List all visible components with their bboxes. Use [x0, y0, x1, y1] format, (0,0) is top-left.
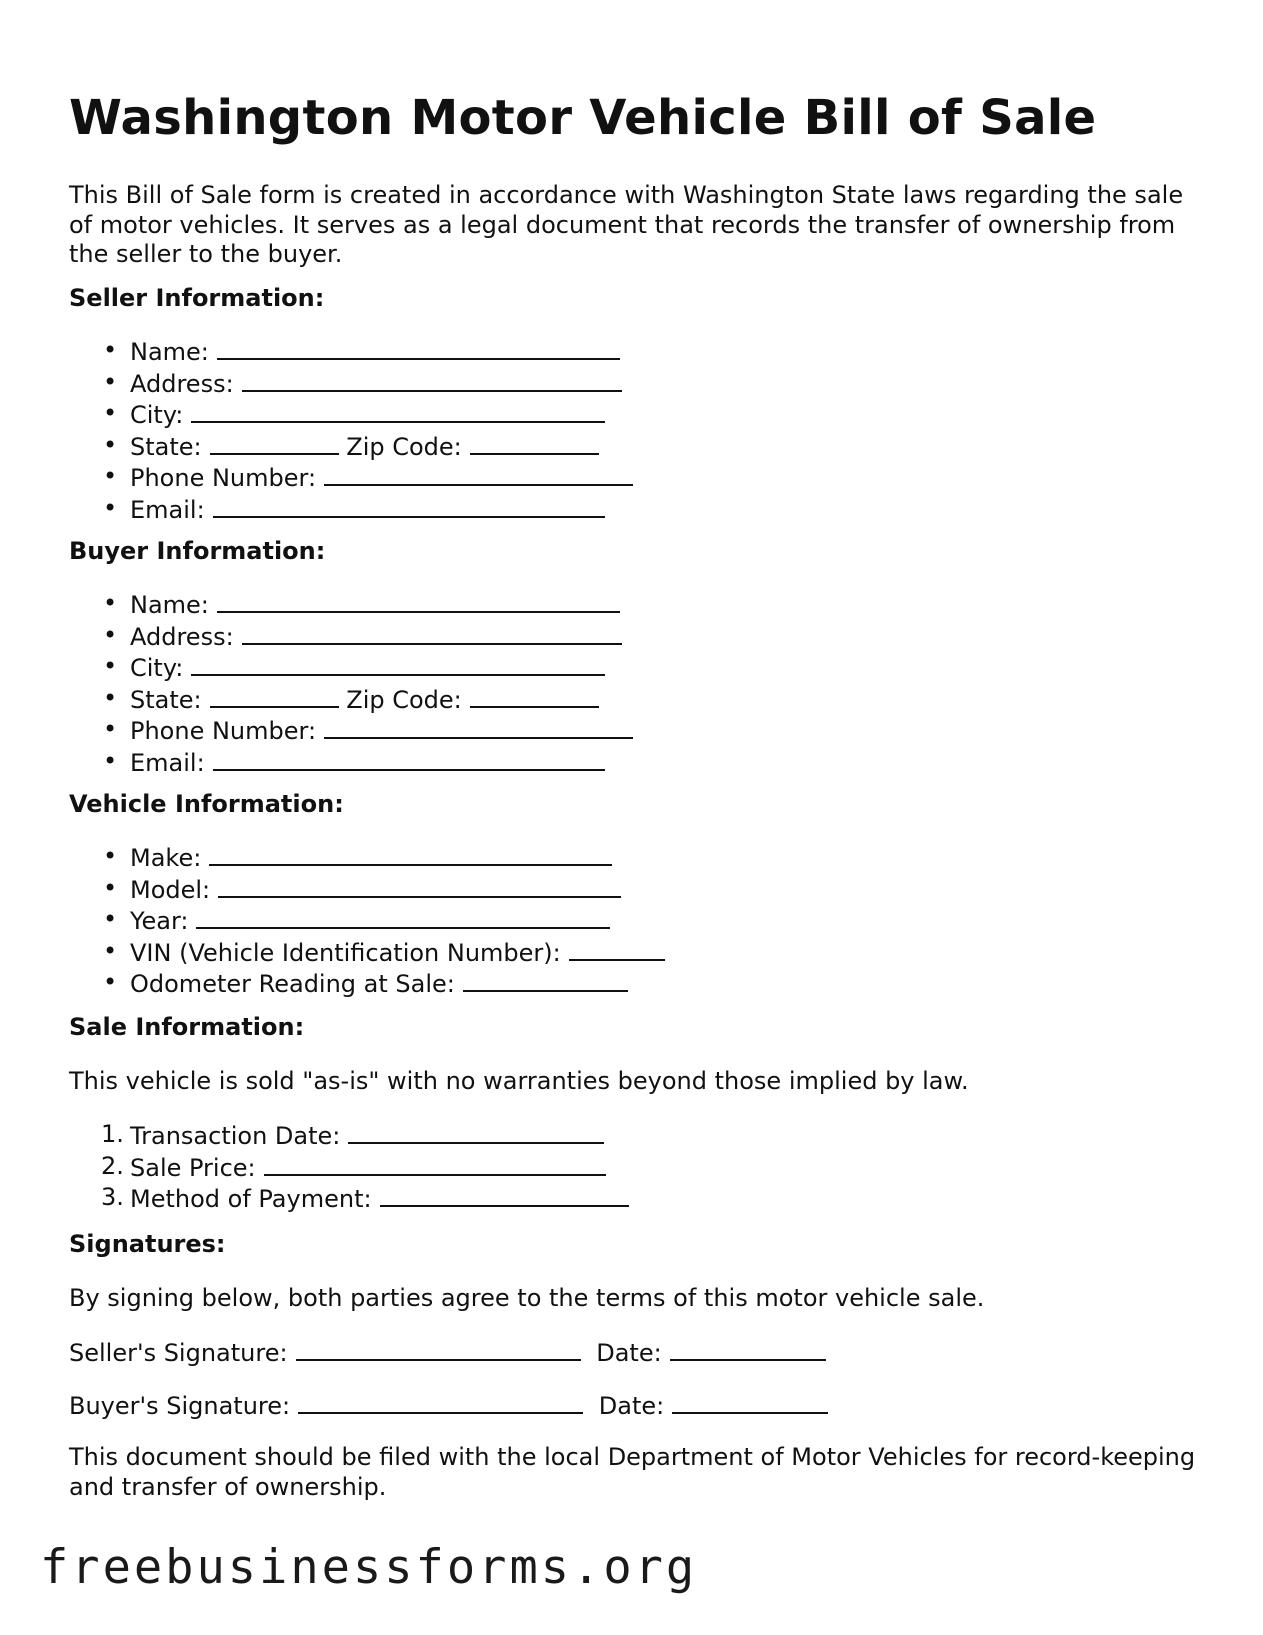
buyer-heading: Buyer Information:: [69, 537, 326, 565]
buyer-name-field: [69, 589, 633, 621]
sale-transaction-date-field: [69, 1120, 629, 1152]
seller-state-zip-field: [69, 431, 633, 463]
seller-signature-line: [69, 1337, 826, 1369]
seller-phone-input[interactable]: [324, 462, 633, 486]
buyer-city-label: City:: [130, 654, 184, 682]
vehicle-vin-label: VIN (Vehicle Identification Number):: [130, 938, 561, 967]
seller-email-input[interactable]: [213, 494, 605, 518]
vehicle-year-field: [69, 905, 665, 937]
seller-address-input[interactable]: [242, 368, 622, 392]
footer-brand-logo: freebusinessforms.org: [40, 1540, 698, 1595]
sale-price-label: Sale Price:: [130, 1153, 256, 1182]
seller-heading: Seller Information:: [69, 284, 325, 312]
seller-state-input[interactable]: [210, 431, 339, 455]
sale-item-number: 1.: [101, 1120, 124, 1148]
buyer-name-input[interactable]: [217, 589, 620, 613]
sale-payment-method-label: Method of Payment:: [130, 1185, 372, 1213]
buyer-state-input[interactable]: [210, 684, 339, 708]
seller-city-label: City:: [130, 401, 184, 429]
buyer-zip-label: Zip Code:: [346, 685, 462, 714]
seller-city-field: [69, 399, 633, 431]
closing-paragraph: This document should be filed with the local Department of Motor Vehicles for record-keeping and transfer of ownership.: [69, 1443, 1196, 1501]
seller-zip-label: Zip Code:: [346, 432, 462, 461]
intro-paragraph: This Bill of Sale form is created in accordance with Washington State laws regarding the sale of motor vehicles. It serves as a legal document that records the transfer of ownership from the seller to the buyer.: [69, 181, 1184, 268]
vehicle-make-field: [69, 842, 665, 874]
buyer-signature-input[interactable]: [298, 1390, 583, 1414]
vehicle-make-input[interactable]: [209, 842, 612, 866]
sale-payment-method-field: [69, 1183, 629, 1215]
seller-name-label: Name:: [130, 338, 209, 366]
seller-fields: [69, 336, 633, 525]
vehicle-fields: [69, 842, 665, 1000]
vehicle-year-input[interactable]: [196, 905, 610, 929]
vehicle-odometer-field: [69, 968, 665, 1000]
sale-as-is-paragraph: This vehicle is sold "as-is" with no warranties beyond those implied by law.: [69, 1067, 969, 1095]
buyer-address-label: Address:: [130, 622, 234, 651]
buyer-zip-input[interactable]: [470, 684, 599, 708]
buyer-date-input[interactable]: [672, 1390, 828, 1414]
buyer-date-label: Date:: [598, 1392, 665, 1420]
buyer-address-input[interactable]: [242, 621, 622, 645]
document-title: Washington Motor Vehicle Bill of Sale: [69, 90, 1097, 146]
buyer-state-zip-field: [69, 684, 633, 716]
signatures-agreement-paragraph: By signing below, both parties agree to the terms of this motor vehicle sale.: [69, 1284, 985, 1312]
buyer-signature-line: [69, 1390, 828, 1422]
sale-fields: [69, 1120, 629, 1215]
buyer-email-field: [69, 747, 633, 779]
seller-email-label: Email:: [130, 495, 205, 524]
seller-signature-label: Seller's Signature:: [69, 1339, 288, 1367]
seller-date-input[interactable]: [670, 1337, 826, 1361]
seller-name-field: [69, 336, 633, 368]
sale-price-input[interactable]: [264, 1152, 606, 1176]
vehicle-model-input[interactable]: [218, 874, 621, 898]
seller-phone-field: [69, 462, 633, 494]
buyer-email-input[interactable]: [213, 747, 605, 771]
buyer-address-field: [69, 621, 633, 653]
buyer-fields: [69, 589, 633, 778]
vehicle-year-label: Year:: [130, 907, 189, 935]
seller-city-input[interactable]: [191, 399, 605, 423]
buyer-city-field: [69, 652, 633, 684]
seller-zip-input[interactable]: [470, 431, 599, 455]
sale-heading: Sale Information:: [69, 1013, 305, 1041]
vehicle-make-label: Make:: [130, 844, 202, 872]
vehicle-model-field: [69, 874, 665, 906]
buyer-phone-field: [69, 715, 633, 747]
seller-name-input[interactable]: [217, 336, 620, 360]
buyer-state-label: State:: [130, 685, 202, 714]
seller-signature-input[interactable]: [296, 1337, 581, 1361]
seller-email-field: [69, 494, 633, 526]
vehicle-vin-field: [69, 937, 665, 969]
sale-transaction-date-label: Transaction Date:: [130, 1122, 341, 1150]
seller-address-field: [69, 368, 633, 400]
vehicle-odometer-label: Odometer Reading at Sale:: [130, 970, 455, 998]
vehicle-odometer-input[interactable]: [463, 968, 628, 992]
sale-transaction-date-input[interactable]: [348, 1120, 604, 1144]
buyer-name-label: Name:: [130, 591, 209, 619]
seller-phone-label: Phone Number:: [130, 464, 317, 492]
buyer-phone-input[interactable]: [324, 715, 633, 739]
seller-state-label: State:: [130, 432, 202, 461]
seller-date-label: Date:: [596, 1339, 662, 1367]
sale-item-number: 2.: [101, 1151, 124, 1180]
sale-payment-method-input[interactable]: [380, 1183, 629, 1207]
vehicle-vin-input[interactable]: [569, 937, 665, 961]
signatures-heading: Signatures:: [69, 1230, 226, 1258]
vehicle-model-label: Model:: [130, 875, 211, 904]
buyer-phone-label: Phone Number:: [130, 717, 317, 745]
buyer-city-input[interactable]: [191, 652, 605, 676]
buyer-email-label: Email:: [130, 748, 205, 777]
sale-item-number: 3.: [101, 1183, 124, 1211]
buyer-signature-label: Buyer's Signature:: [69, 1392, 291, 1420]
sale-price-field: [69, 1152, 629, 1184]
seller-address-label: Address:: [130, 369, 234, 398]
vehicle-heading: Vehicle Information:: [69, 790, 344, 818]
